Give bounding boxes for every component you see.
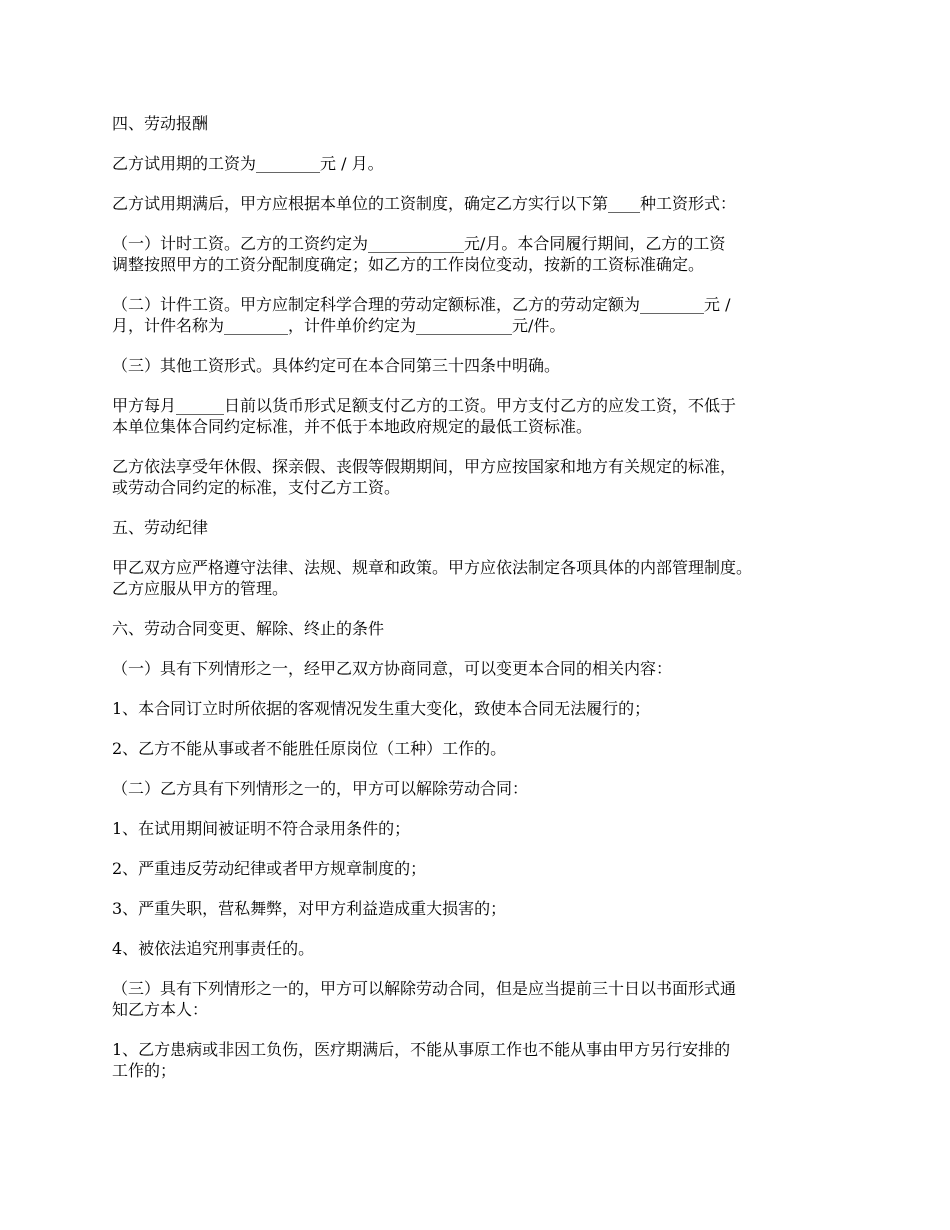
paragraph-line: 4、被依法追究刑事责任的。	[112, 939, 315, 958]
paragraph-line: 甲乙双方应严格遵守法律、法规、规章和政策。甲方应依法制定各项具体的内部管理制度。	[112, 558, 753, 577]
paragraph-line: （三）其他工资形式。具体约定可在本合同第三十四条中明确。	[112, 356, 561, 375]
paragraph-line: （三）具有下列情形之一的，甲方可以解除劳动合同，但是应当提前三十日以书面形式通	[112, 979, 737, 998]
paragraph	[112, 153, 860, 174]
paragraph-line: 1、本合同订立时所依据的客观情况发生重大变化，致使本合同无法履行的；	[112, 699, 651, 718]
paragraph	[112, 557, 860, 599]
paragraph	[112, 193, 860, 214]
paragraph-line: （一）具有下列情形之一，经甲乙双方协商同意，可以变更本合同的相关内容：	[112, 659, 673, 678]
paragraph	[112, 738, 860, 759]
paragraph	[112, 355, 860, 376]
paragraph-line: 1、在试用期间被证明不符合录用条件的；	[112, 819, 411, 838]
paragraph-line: 乙方试用期满后，甲方应根据本单位的工资制度，确定乙方实行以下第____种工资形式：	[112, 194, 737, 213]
paragraph-line: 乙方试用期的工资为________元 / 月。	[112, 154, 384, 173]
paragraph-line: 知乙方本人：	[112, 1000, 209, 1019]
paragraph	[112, 778, 860, 799]
paragraph-line: （二）乙方具有下列情形之一的，甲方可以解除劳动合同：	[112, 779, 529, 798]
paragraph-line: 甲方每月______日前以货币形式足额支付乙方的工资。甲方支付乙方的应发工资，不低于	[112, 396, 737, 415]
paragraph-line: 乙方依法享受年休假、探亲假、丧假等假期期间，甲方应按国家和地方有关规定的标准，	[112, 457, 737, 476]
paragraph-line: 2、严重违反劳动纪律或者甲方规章制度的；	[112, 859, 427, 878]
paragraph-line: 乙方应服从甲方的管理。	[112, 579, 289, 598]
paragraph	[112, 618, 860, 639]
paragraph-line: 调整按照甲方的工资分配制度确定；如乙方的工作岗位变动，按新的工资标准确定。	[112, 255, 705, 274]
paragraph	[112, 898, 860, 919]
paragraph-line: 工作的；	[112, 1061, 177, 1080]
paragraph	[112, 294, 860, 336]
paragraph-line: （二）计件工资。甲方应制定科学合理的劳动定额标准，乙方的劳动定额为________元 /	[112, 295, 731, 314]
paragraph	[112, 1039, 860, 1081]
paragraph	[112, 395, 860, 437]
paragraph	[112, 456, 860, 498]
paragraph	[112, 698, 860, 719]
document-body	[112, 113, 860, 1081]
paragraph-line: 六、劳动合同变更、解除、终止的条件	[112, 619, 385, 638]
paragraph	[112, 233, 860, 275]
paragraph	[112, 113, 860, 134]
paragraph-line: 四、劳动报酬	[112, 114, 209, 133]
paragraph	[112, 858, 860, 879]
paragraph	[112, 658, 860, 679]
paragraph	[112, 818, 860, 839]
paragraph-line: 月，计件名称为________，计件单价约定为____________元/件。	[112, 316, 566, 335]
paragraph	[112, 938, 860, 959]
paragraph-line: 本单位集体合同约定标准，并不低于本地政府规定的最低工资标准。	[112, 417, 593, 436]
paragraph-line: 或劳动合同约定的标准，支付乙方工资。	[112, 478, 401, 497]
paragraph	[112, 978, 860, 1020]
paragraph-line: 2、乙方不能从事或者不能胜任原岗位（工种）工作的。	[112, 739, 507, 758]
paragraph-line: （一）计时工资。乙方的工资约定为____________元/月。本合同履行期间，乙方的工资	[112, 234, 726, 253]
paragraph	[112, 517, 860, 538]
paragraph-line: 五、劳动纪律	[112, 518, 209, 537]
paragraph-line: 3、严重失职，营私舞弊，对甲方利益造成重大损害的；	[112, 899, 507, 918]
paragraph-line: 1、乙方患病或非因工负伤，医疗期满后，不能从事原工作也不能从事由甲方另行安排的	[112, 1040, 731, 1059]
